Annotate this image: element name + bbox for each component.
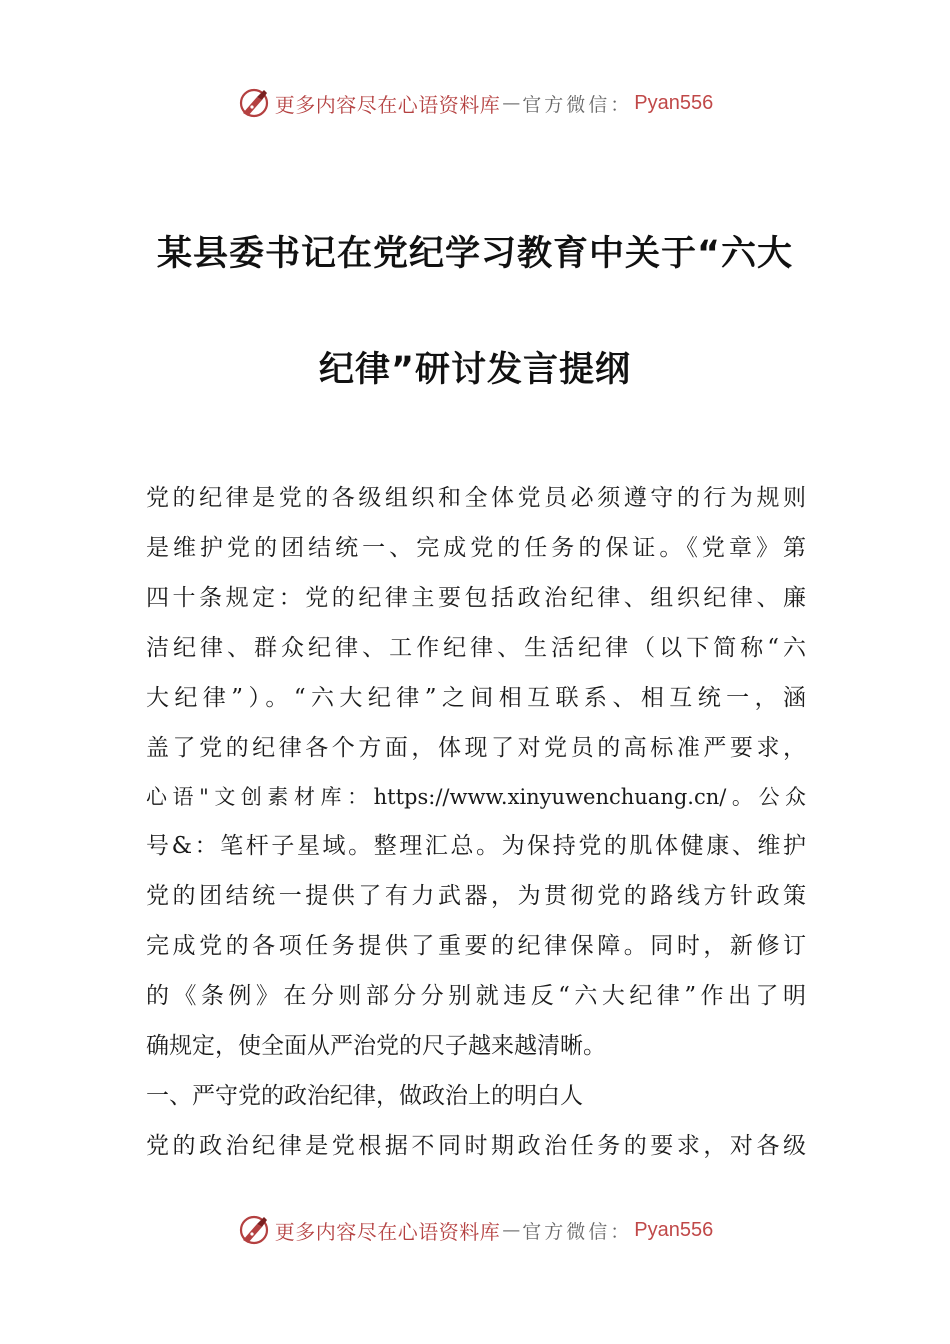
document-title-line-1: 某县委书记在党纪学习教育中关于“六大 (156, 234, 793, 274)
document-title-line-2: 纪律”研讨发言提纲 (318, 350, 631, 390)
body-line: 四十条规定：党的纪律主要包括政治纪律、组织纪律、廉 (146, 585, 806, 611)
pen-nib-logo-icon (237, 1213, 271, 1247)
header-banner-separator: — (502, 92, 521, 114)
body-line: 完成党的各项任务提供了重要的纪律保障。同时，新修订 (146, 933, 806, 959)
footer-banner-text: 更多内容尽在心语资料库 (274, 1219, 501, 1244)
footer-banner (0, 1210, 950, 1250)
body-line: 的《条例》在分则部分分别就违反“六大纪律”作出了明 (146, 983, 806, 1009)
footer-contact-id: Pyan556 (634, 1218, 714, 1241)
body-line: 大纪律”）。“六大纪律”之间相互联系、相互统一，涵 (146, 685, 806, 711)
body-line: 党的团结统一提供了有力武器，为贯彻党的路线方针政策 (146, 883, 806, 909)
body-line: 确规定，使全面从严治党的尺子越来越清晰。 (146, 1033, 606, 1059)
body-line: 心语"文创素材库：https://www.xinyuwenchuang.cn/。公众 (146, 785, 806, 809)
section-heading: 一、严守党的政治纪律，做政治上的明白人 (146, 1083, 583, 1109)
body-line: 洁纪律、群众纪律、工作纪律、生活纪律（以下简称“六 (146, 635, 806, 661)
header-banner (0, 83, 950, 123)
header-contact-id: Pyan556 (634, 91, 714, 114)
header-contact-label: 官方微信： (522, 93, 633, 116)
footer-contact-label: 官方微信： (522, 1220, 633, 1243)
header-banner-text: 更多内容尽在心语资料库 (274, 92, 501, 117)
body-line: 盖了党的纪律各个方面，体现了对党员的高标准严要求， (146, 735, 806, 761)
body-line: 号&：笔杆子星域。整理汇总。为保持党的肌体健康、维护 (146, 833, 806, 859)
body-line: 是维护党的团结统一、完成党的任务的保证。《党章》第 (146, 535, 806, 561)
pen-nib-logo-icon (237, 86, 271, 120)
body-line: 党的纪律是党的各级组织和全体党员必须遵守的行为规则 (146, 485, 806, 511)
body-line: 党的政治纪律是党根据不同时期政治任务的要求，对各级 (146, 1133, 806, 1159)
footer-banner-separator: — (502, 1219, 521, 1241)
